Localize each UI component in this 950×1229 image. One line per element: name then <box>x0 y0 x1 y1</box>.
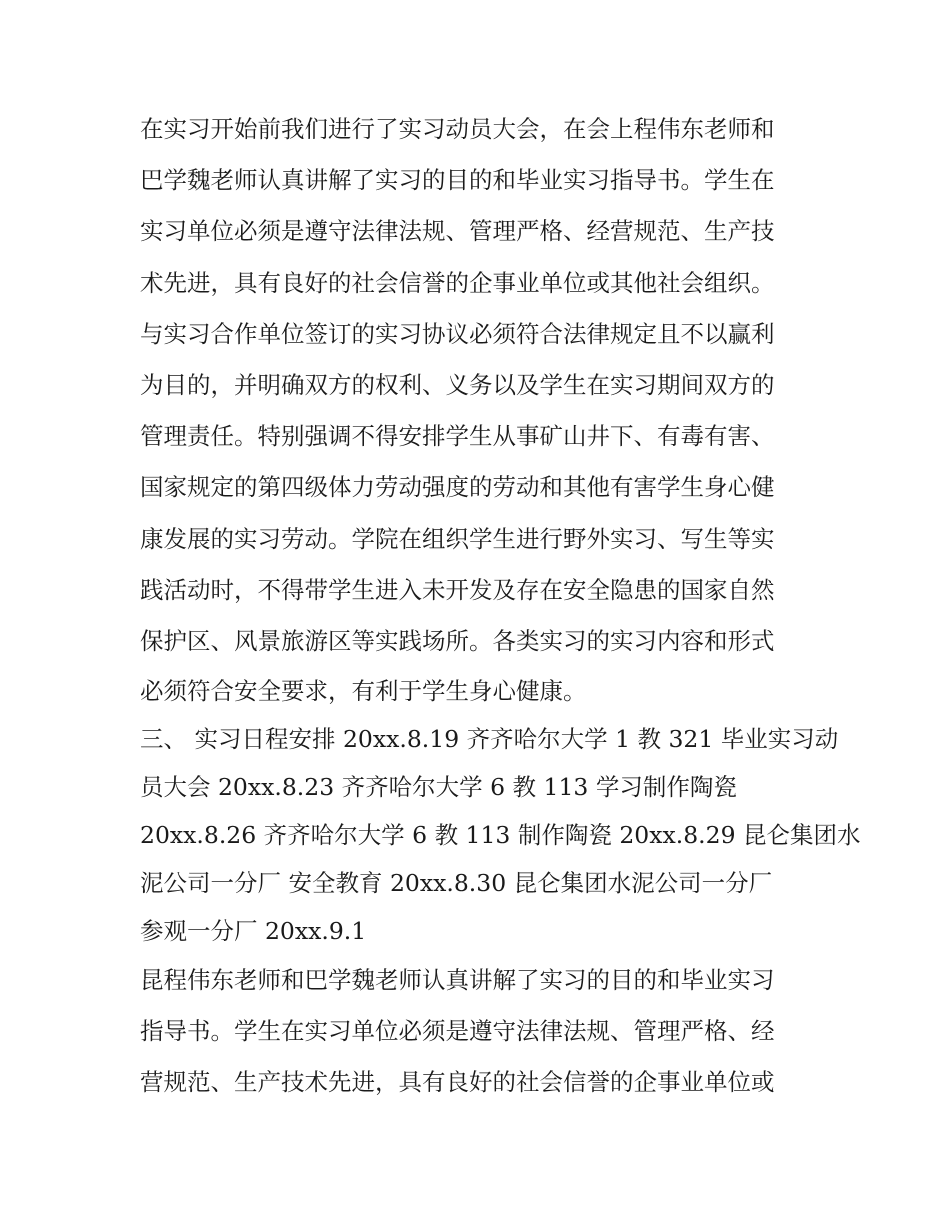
text-line-1: 在实习开始前我们进行了实习动员大会，在会上程伟东老师和 <box>140 115 775 143</box>
text-line-12: 必须符合安全要求，有利于学生身心健康。 <box>140 677 587 706</box>
text-line-5: 与实习合作单位签订的实习协议必须符合法律规定且不以赢利 <box>140 319 775 348</box>
text-line-11: 保护区、风景旅游区等实践场所。各类实习的实习内容和形式 <box>140 626 775 655</box>
text-line-8: 国家规定的第四级体力劳动强度的劳动和其他有害学生身心健 <box>140 473 775 502</box>
schedule-line-1: 三、 实习日程安排 20xx.8.19 齐齐哈尔大学 1 教 321 毕业实习动 <box>140 725 839 754</box>
text-line-18: 昆程伟东老师和巴学魏老师认真讲解了实习的目的和毕业实习 <box>140 966 775 995</box>
text-line-3: 实习单位必须是遵守法律法规、管理严格、经营规范、生产技 <box>140 217 775 246</box>
text-line-4: 术先进，具有良好的社会信誉的企事业单位或其他社会组织。 <box>140 268 775 297</box>
text-line-2: 巴学魏老师认真讲解了实习的目的和毕业实习指导书。学生在 <box>140 166 775 195</box>
text-line-6: 为目的，并明确双方的权利、义务以及学生在实习期间双方的 <box>140 370 775 399</box>
schedule-line-4: 泥公司一分厂 安全教育 20xx.8.30 昆仑集团水泥公司一分厂 <box>140 869 773 898</box>
text-line-7: 管理责任。特别强调不得安排学生从事矿山井下、有毒有害、 <box>140 422 775 451</box>
schedule-line-3: 20xx.8.26 齐齐哈尔大学 6 教 113 制作陶瓷 20xx.8.29 昆仑集团水 <box>140 821 861 850</box>
text-line-9: 康发展的实习劳动。学院在组织学生进行野外实习、写生等实 <box>140 524 775 553</box>
body-text <box>140 104 861 1109</box>
text-line-19: 指导书。学生在实习单位必须是遵守法律法规、管理严格、经 <box>140 1017 775 1046</box>
schedule-line-5: 参观一分厂 20xx.9.1 <box>140 917 367 946</box>
schedule-line-2: 员大会 20xx.8.23 齐齐哈尔大学 6 教 113 学习制作陶瓷 <box>140 773 737 802</box>
text-line-10: 践活动时，不得带学生进入未开发及存在安全隐患的国家自然 <box>140 575 775 604</box>
text-line-20: 营规范、生产技术先进，具有良好的社会信誉的企事业单位或 <box>140 1068 775 1097</box>
